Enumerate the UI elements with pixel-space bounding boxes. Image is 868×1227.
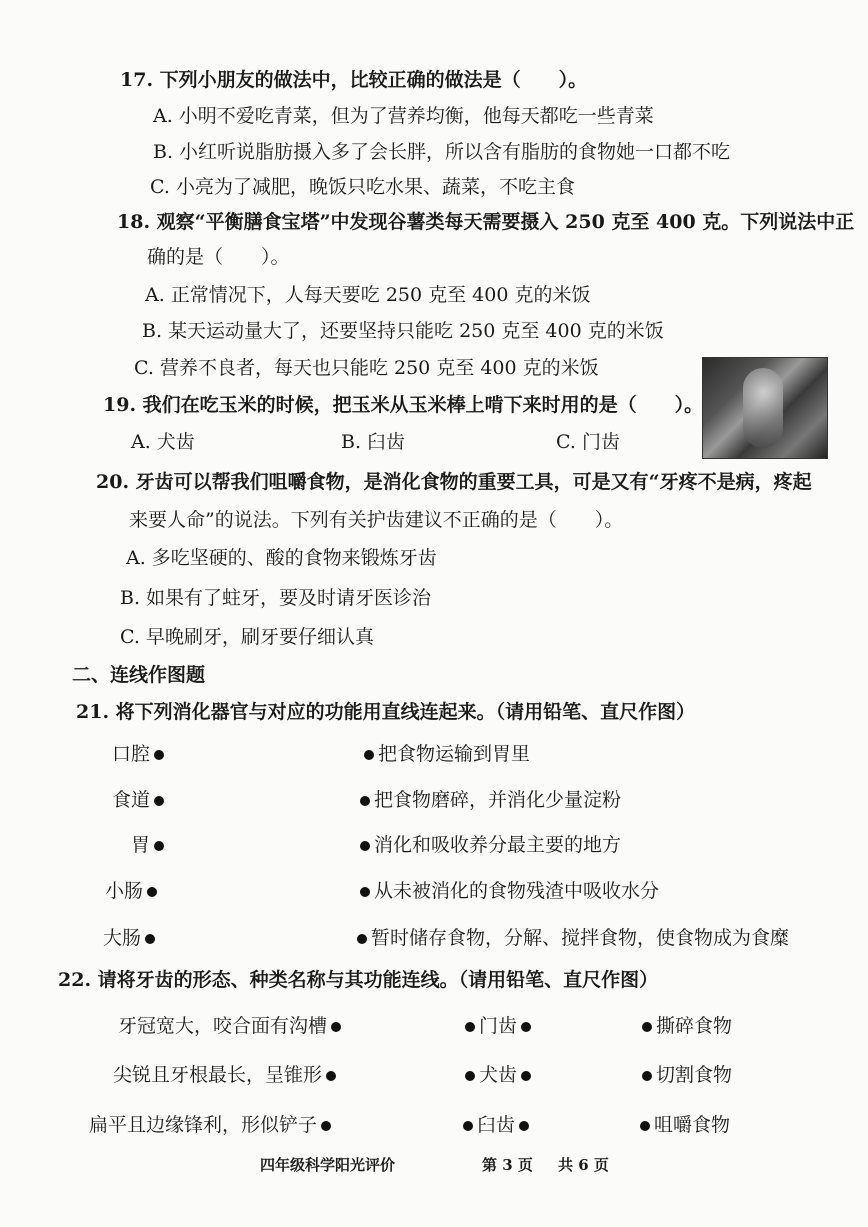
q21-organ-dot[interactable] (154, 841, 164, 851)
q17-option-b: B. 小红听说脂肪摄入多了会长胖，所以含有脂肪的食物她一口都不吃 (153, 141, 731, 163)
q21-function: 消化和吸收养分最主要的地方 (374, 834, 622, 856)
q18-option-c: C. 营养不良者，每天也只能吃 250 克至 400 克的米饭 (134, 357, 599, 379)
q21-organ-dot[interactable] (154, 796, 164, 806)
q21-organ: 食道 (112, 789, 151, 811)
q22-shape: 尖锐且牙根最长，呈锥形 (113, 1064, 323, 1086)
q21-function-row (356, 788, 621, 812)
q22-type: 门齿 (479, 1015, 518, 1037)
q22-type-dot-left[interactable] (465, 1022, 475, 1032)
q18-stem-line2: 确的是（ ）。 (147, 246, 290, 268)
q22-function-dot[interactable] (642, 1022, 652, 1032)
q18-option-b: B. 某天运动量大了，还要坚持只能吃 250 克至 400 克的米饭 (142, 320, 664, 342)
q22-type: 犬齿 (479, 1064, 518, 1086)
q22-function: 咀嚼食物 (654, 1114, 731, 1136)
q21-organ-row (112, 742, 168, 766)
footer-total: 共 6 页 (558, 1156, 609, 1174)
q21-function-row (356, 833, 621, 857)
q17-option-a: A. 小明不爱吃青菜，但为了营养均衡，他每天都吃一些青菜 (153, 105, 654, 127)
q22-shape-row (89, 1113, 335, 1137)
q20-stem-line1: 20. 牙齿可以帮我们咀嚼食物，是消化食物的重要工具，可是又有“牙疼不是病，疼起 (96, 471, 812, 493)
q19-option-a: A. 犬齿 (131, 431, 195, 453)
q21-organ-dot[interactable] (145, 934, 155, 944)
q22-shape-dot[interactable] (331, 1022, 341, 1032)
q21-organ: 口腔 (112, 743, 151, 765)
q22-type-row (461, 1063, 535, 1087)
q21-organ-dot[interactable] (154, 750, 164, 760)
q21-organ-row (131, 833, 168, 857)
q19-option-b: B. 臼齿 (341, 431, 406, 453)
q22-type-dot-right[interactable] (521, 1071, 531, 1081)
q17-option-c: C. 小亮为了减肥，晚饭只吃水果、蔬菜，不吃主食 (150, 176, 575, 198)
q22-function-dot[interactable] (640, 1121, 650, 1131)
q22-function: 撕碎食物 (656, 1015, 733, 1037)
q18-stem-line1: 18. 观察“平衡膳食宝塔”中发现谷薯类每天需要摄入 250 克至 400 克。下列说法中正 (117, 211, 855, 233)
q22-shape: 牙冠宽大，咬合面有沟槽 (118, 1015, 328, 1037)
q22-type-row (459, 1113, 533, 1137)
q20-option-c: C. 早晚刷牙，刷牙要仔细认真 (120, 626, 374, 648)
q22-function-dot[interactable] (642, 1071, 652, 1081)
q19-option-c: C. 门齿 (556, 431, 620, 453)
q22-type-dot-right[interactable] (521, 1022, 531, 1032)
q21-function: 从未被消化的食物残渣中吸收水分 (374, 880, 660, 902)
q22-function-row (636, 1113, 730, 1137)
q21-function-row (360, 742, 530, 766)
footer-page: 第 3 页 (482, 1156, 533, 1174)
q21-function-row (353, 926, 789, 950)
q21-organ: 胃 (131, 834, 151, 856)
q22-stem: 22. 请将牙齿的形态、种类名称与其功能连线。（请用铅笔、直尺作图） (58, 969, 659, 991)
footer-subject: 四年级科学阳光评价 (260, 1156, 396, 1174)
q22-shape-dot[interactable] (321, 1121, 331, 1131)
q21-organ-row (112, 788, 168, 812)
q20-option-a: A. 多吃坚硬的、酸的食物来锻炼牙齿 (126, 547, 437, 569)
q21-function: 暂时储存食物，分解、搅拌食物，使食物成为食糜 (371, 927, 790, 949)
q22-type-dot-left[interactable] (463, 1121, 473, 1131)
q22-function-row (638, 1014, 732, 1038)
q21-function-dot[interactable] (360, 887, 370, 897)
q22-type-dot-left[interactable] (465, 1071, 475, 1081)
q21-organ-row (103, 926, 159, 950)
q21-function: 把食物磨碎，并消化少量淀粉 (374, 789, 622, 811)
q22-shape: 扁平且边缘锋利，形似铲子 (89, 1114, 318, 1136)
q21-function: 把食物运输到胃里 (378, 743, 531, 765)
q20-option-b: B. 如果有了蛀牙，要及时请牙医诊治 (120, 587, 432, 609)
corn-eating-photo (702, 357, 828, 459)
q17-stem: 17. 下列小朋友的做法中，比较正确的做法是（ ）。 (120, 69, 588, 91)
q21-function-row (356, 879, 659, 903)
q22-function-row (638, 1063, 732, 1087)
q21-function-dot[interactable] (360, 796, 370, 806)
q21-function-dot[interactable] (364, 750, 374, 760)
q21-stem: 21. 将下列消化器官与对应的功能用直线连起来。（请用铅笔、直尺作图） (76, 701, 696, 723)
q21-organ-dot[interactable] (147, 887, 157, 897)
q21-organ: 大肠 (103, 927, 142, 949)
q21-function-dot[interactable] (357, 934, 367, 944)
q22-function: 切割食物 (656, 1064, 733, 1086)
q20-stem-line2: 来要人命”的说法。下列有关护齿建议不正确的是（ ）。 (129, 509, 624, 531)
q21-organ-row (105, 879, 161, 903)
section-title: 二、连线作图题 (72, 664, 206, 686)
q22-shape-row (113, 1063, 340, 1087)
q22-type-row (461, 1014, 535, 1038)
q22-shape-dot[interactable] (326, 1071, 336, 1081)
q22-type: 臼齿 (477, 1114, 516, 1136)
q19-stem: 19. 我们在吃玉米的时候，把玉米从玉米棒上啃下来时用的是（ ）。 (103, 394, 704, 416)
q22-shape-row (118, 1014, 345, 1038)
q21-organ: 小肠 (105, 880, 144, 902)
q22-type-dot-right[interactable] (519, 1121, 529, 1131)
q18-option-a: A. 正常情况下，人每天要吃 250 克至 400 克的米饭 (145, 284, 591, 306)
q21-function-dot[interactable] (360, 841, 370, 851)
